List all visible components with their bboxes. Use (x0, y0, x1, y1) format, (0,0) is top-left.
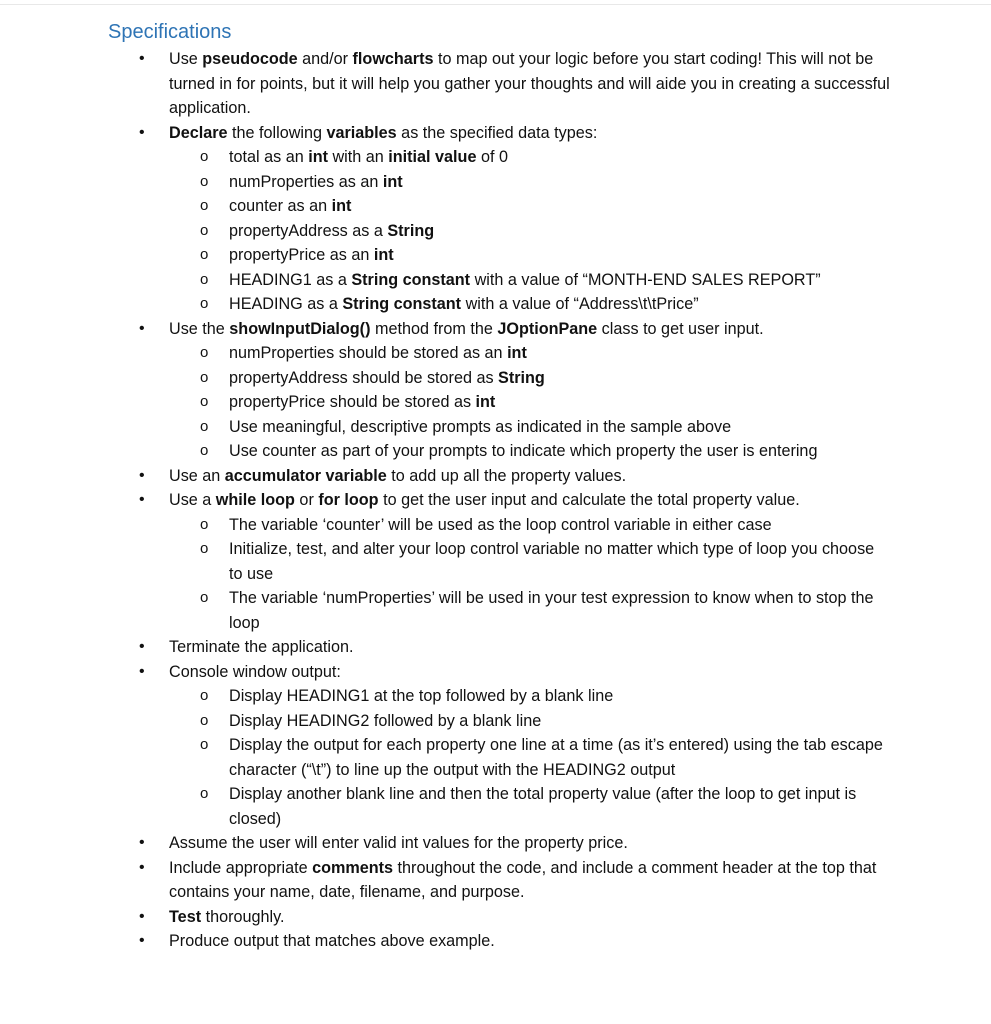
bold-text: accumulator variable (224, 466, 387, 485)
bullet-icon: • (139, 491, 145, 508)
bold-text: int (331, 197, 352, 215)
bold-text: while loop (215, 491, 295, 509)
text-segment: Use counter as part of your prompts to indicate which property the user is entering (229, 442, 818, 460)
bullet-icon: • (139, 834, 145, 851)
bold-text: JOptionPane (497, 319, 598, 338)
bold-text: pseudocode (202, 50, 298, 68)
circle-bullet-icon: o (200, 148, 209, 165)
spec-item (0, 635, 991, 660)
spec-item (0, 47, 991, 121)
text-segment: Initialize, test, and alter your loop control variable no matter which type of loop you choose to use (229, 540, 875, 583)
spec-item-text (169, 491, 800, 509)
spec-item (0, 121, 991, 317)
bullet-icon: • (139, 50, 145, 67)
text-segment: total as an (229, 148, 309, 166)
bold-text: int (308, 148, 328, 166)
text-segment: the following (227, 123, 327, 142)
bold-text: String (387, 221, 435, 240)
circle-bullet-icon: o (200, 172, 209, 190)
bold-text: int (373, 246, 394, 264)
circle-bullet-icon: o (200, 221, 209, 239)
spec-item (0, 464, 991, 489)
text-segment: throughout the code, and include a comment header at the top that contains your name, date, filename, and purpose. (169, 858, 877, 901)
sub-item (169, 341, 891, 366)
spec-item (0, 660, 991, 832)
bold-text: Test (169, 907, 202, 926)
bullet-icon: • (139, 319, 145, 337)
text-segment: with an (327, 148, 389, 166)
text-segment: or (294, 491, 319, 509)
text-segment: to add up all the property values. (386, 466, 627, 485)
circle-bullet-icon: o (200, 417, 209, 435)
text-segment: Use the (169, 319, 230, 338)
spec-item-text (169, 50, 890, 117)
spec-item-text (169, 932, 495, 950)
text-segment: to get the user input and calculate the total property value. (378, 491, 800, 509)
section-heading: Specifications (108, 21, 232, 43)
sub-item-text (229, 173, 403, 191)
text-segment: Display another blank line and then the total property value (after the loop to get input is closed) (229, 785, 857, 828)
text-segment: thoroughly. (201, 907, 285, 926)
circle-bullet-icon: o (200, 393, 209, 410)
sub-item-text (229, 222, 434, 240)
sub-item-text (229, 369, 545, 387)
bold-text: Declare (169, 123, 228, 142)
text-segment: propertyPrice as an (229, 246, 374, 264)
text-segment: Terminate the application. (169, 638, 354, 656)
sub-item (169, 537, 891, 586)
bullet-icon: • (139, 932, 145, 949)
text-segment: Assume the user will enter valid int values for the property price. (169, 834, 628, 852)
sub-item (169, 170, 891, 195)
bullet-icon: • (139, 907, 145, 925)
sub-item-text (229, 785, 856, 828)
text-segment: The variable ‘numProperties’ will be used in your test expression to know when to stop the loop (229, 589, 874, 632)
circle-bullet-icon: o (200, 295, 209, 312)
text-segment: The variable ‘counter’ will be used as the loop control variable in either case (229, 515, 772, 534)
spec-item (0, 488, 991, 635)
text-segment: numProperties should be stored as an (229, 344, 508, 362)
text-segment: propertyPrice should be stored as (229, 393, 476, 411)
spec-item-text (169, 834, 628, 852)
circle-bullet-icon: o (200, 344, 209, 361)
sub-item-text (229, 295, 699, 313)
text-segment: Display HEADING2 followed by a blank line (229, 711, 542, 730)
top-divider (0, 4, 991, 5)
text-segment: as the specified data types: (396, 123, 598, 142)
circle-bullet-icon: o (200, 589, 209, 606)
sub-item (169, 366, 891, 391)
sub-item-text (229, 197, 351, 215)
sub-item (169, 439, 891, 464)
spec-item-text (169, 638, 353, 656)
sub-list (169, 513, 891, 636)
text-segment: with a value of “MONTH-END SALES REPORT” (470, 270, 821, 289)
sub-item (169, 782, 891, 831)
text-segment: class to get user input. (597, 319, 764, 338)
circle-bullet-icon: o (200, 736, 209, 753)
sub-item (169, 513, 891, 538)
bold-text: String constant (342, 295, 462, 313)
text-segment: and/or (297, 50, 353, 68)
bullet-icon: • (139, 466, 145, 484)
text-segment: method from the (370, 319, 498, 338)
sub-item-text (229, 736, 883, 779)
sub-item-text (229, 271, 821, 289)
sub-item (169, 194, 891, 219)
circle-bullet-icon: o (200, 368, 209, 386)
circle-bullet-icon: o (200, 246, 209, 263)
sub-item-text (229, 344, 527, 362)
text-segment: HEADING1 as a (229, 270, 352, 289)
circle-bullet-icon: o (200, 711, 209, 729)
circle-bullet-icon: o (200, 785, 209, 802)
text-segment: counter as an (229, 197, 332, 215)
text-segment: propertyAddress as a (229, 221, 388, 240)
spec-item (0, 856, 991, 905)
sub-list (169, 684, 891, 831)
bold-text: showInputDialog() (229, 319, 371, 338)
text-segment: Console window output: (169, 662, 341, 681)
spec-item (0, 831, 991, 856)
sub-item (169, 268, 891, 293)
sub-list (169, 145, 891, 317)
text-segment: Use a (169, 491, 216, 509)
spec-item-text (169, 124, 597, 142)
text-segment: HEADING as a (229, 295, 343, 313)
text-segment: Produce output that matches above example. (169, 932, 495, 950)
text-segment: propertyAddress should be stored as (229, 368, 499, 387)
text-segment: to map out your logic before you start coding! This will not be turned in for points, but it will help you gather your thoughts and will aide you in creating a successful application. (169, 50, 890, 117)
sub-item-text (229, 418, 731, 436)
sub-item-text (229, 687, 613, 705)
specifications-list (0, 47, 991, 954)
bold-text: initial value (388, 148, 477, 166)
bold-text: flowcharts (352, 50, 434, 68)
circle-bullet-icon: o (200, 687, 209, 704)
sub-item (169, 733, 891, 782)
spec-item-text (169, 320, 764, 338)
spec-item-text (169, 859, 876, 902)
sub-item (169, 390, 891, 415)
bold-text: int (475, 393, 496, 411)
text-segment: Display the output for each property one line at a time (as it’s entered) using the tab escape character (“\t”) to line up the output with the HEADING2 output (229, 736, 883, 779)
sub-item-text (229, 516, 772, 534)
sub-item-text (229, 148, 508, 166)
text-segment: numProperties as an (229, 172, 383, 191)
circle-bullet-icon: o (200, 515, 209, 533)
sub-item (169, 219, 891, 244)
bullet-icon: • (139, 858, 145, 876)
text-segment: Include appropriate (169, 858, 313, 877)
bold-text: String (498, 368, 545, 387)
sub-item (169, 684, 891, 709)
bullet-icon: • (139, 123, 145, 141)
circle-bullet-icon: o (200, 540, 209, 557)
sub-item (169, 243, 891, 268)
circle-bullet-icon: o (200, 197, 209, 214)
sub-item (169, 292, 891, 317)
sub-item (169, 709, 891, 734)
sub-list (169, 341, 891, 464)
sub-item (169, 586, 891, 635)
spec-item-text (169, 467, 626, 485)
spec-item (0, 929, 991, 954)
circle-bullet-icon: o (200, 270, 209, 288)
text-segment: Use (169, 50, 203, 68)
spec-item (0, 317, 991, 464)
sub-item (169, 415, 891, 440)
bold-text: int (507, 344, 527, 362)
text-segment: with a value of “Address\t\tPrice” (461, 295, 699, 313)
circle-bullet-icon: o (200, 442, 209, 459)
sub-item-text (229, 393, 495, 411)
text-segment: Use an (169, 466, 225, 485)
bold-text: for loop (318, 491, 379, 509)
spec-item-text (169, 663, 341, 681)
bold-text: String constant (351, 270, 471, 289)
sub-item (169, 145, 891, 170)
bold-text: variables (326, 123, 397, 142)
spec-item-text (169, 908, 284, 926)
spec-item (0, 905, 991, 930)
sub-item-text (229, 540, 874, 583)
sub-item-text (229, 589, 874, 632)
sub-item-text (229, 246, 394, 264)
text-segment: Use meaningful, descriptive prompts as indicated in the sample above (229, 417, 732, 436)
text-segment: Display HEADING1 at the top followed by a blank line (229, 687, 614, 705)
text-segment: of 0 (476, 148, 508, 166)
bold-text: int (382, 172, 403, 191)
bullet-icon: • (139, 638, 145, 655)
bullet-icon: • (139, 662, 145, 680)
bold-text: comments (312, 858, 394, 877)
sub-item-text (229, 712, 541, 730)
sub-item-text (229, 442, 817, 460)
